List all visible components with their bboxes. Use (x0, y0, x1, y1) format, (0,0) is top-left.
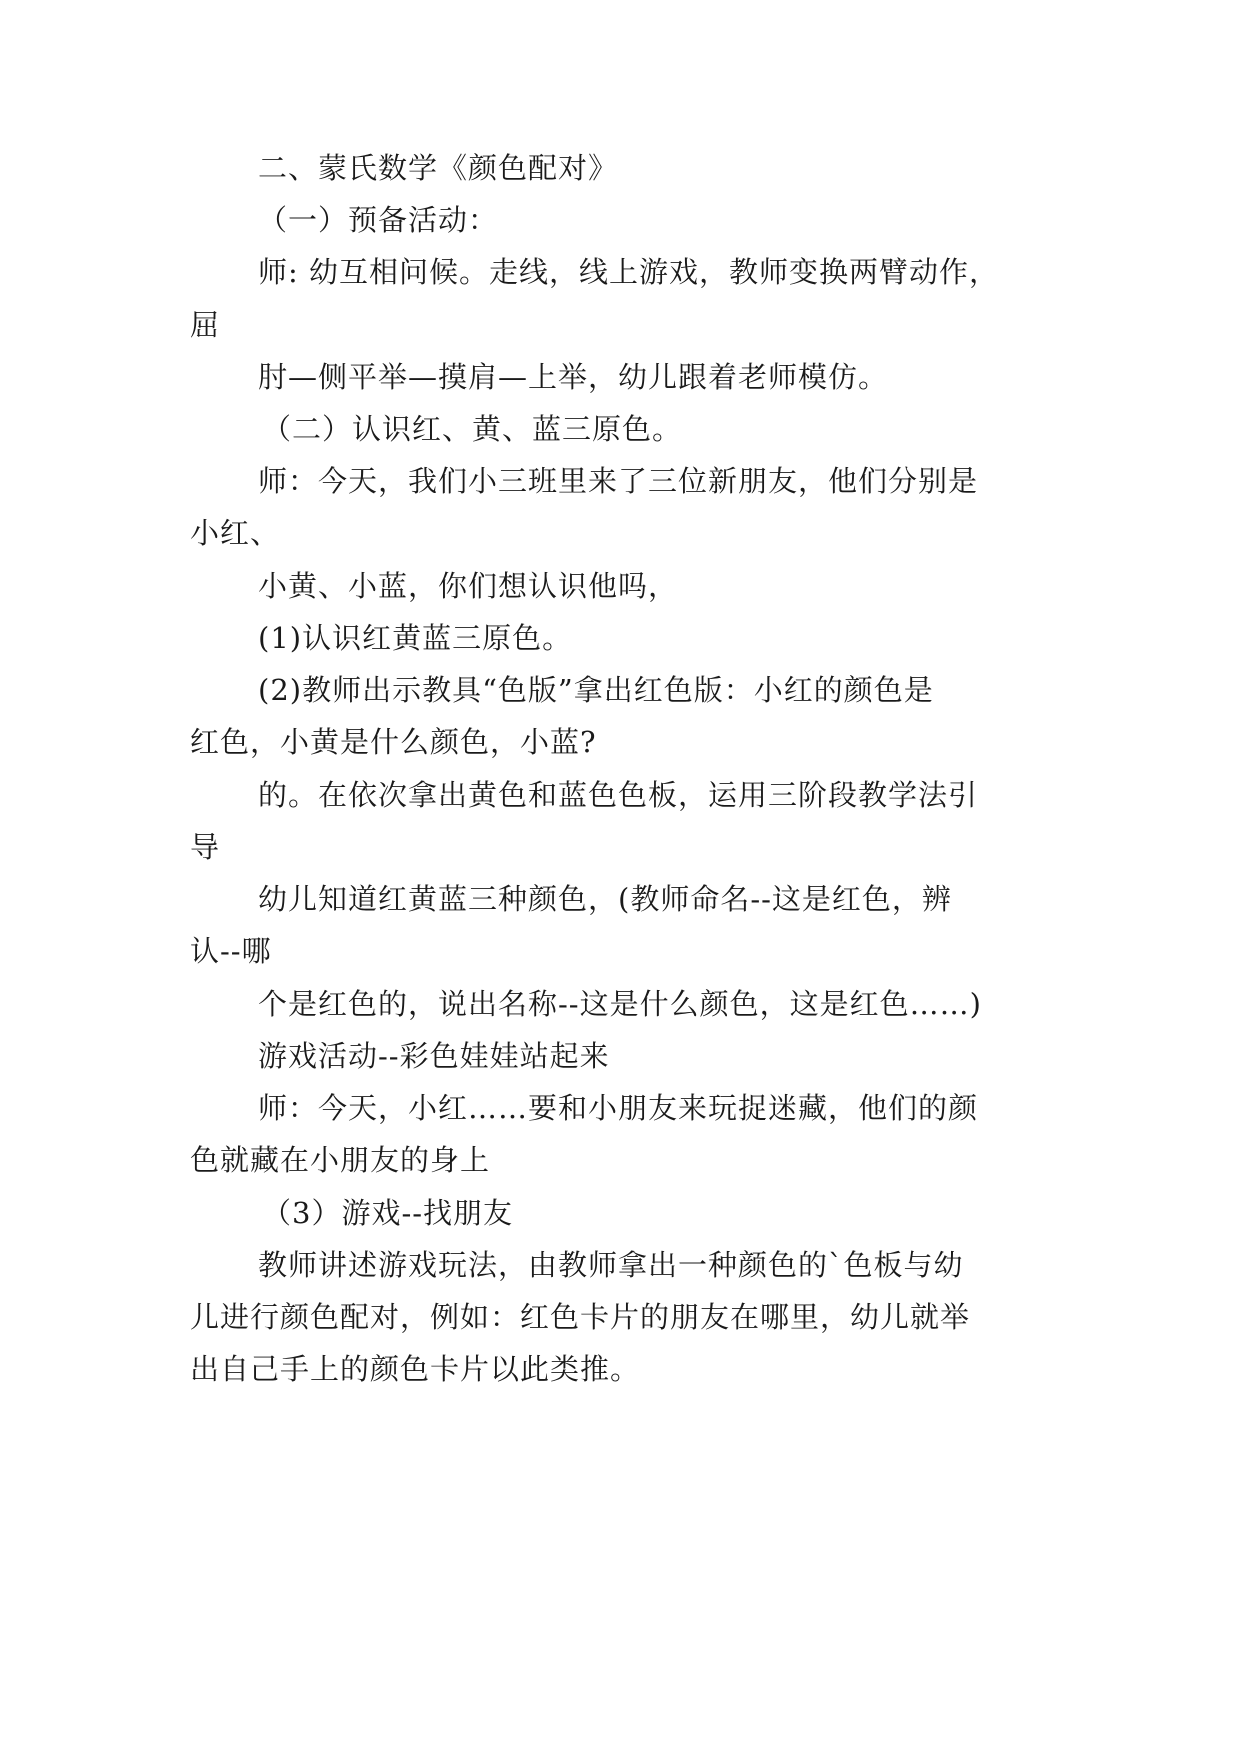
paragraph-line: 师：今天，小红……要和小朋友来玩捉迷藏，他们的颜 (258, 1091, 979, 1125)
paragraph-line: 教师讲述游戏玩法，由教师拿出一种颜色的`色板与幼 (258, 1248, 964, 1282)
list-item: （3）游戏--找朋友 (262, 1196, 514, 1230)
paragraph-line: 个是红色的，说出名称--这是什么颜色，这是红色……) (258, 987, 982, 1021)
paragraph-line: 小黄、小蓝，你们想认识他吗， (258, 569, 679, 603)
paragraph-line: 的。在依次拿出黄色和蓝色色板，运用三阶段教学法引 (258, 778, 979, 812)
paragraph-line: 小红、 (190, 516, 281, 550)
paragraph-line: 色就藏在小朋友的身上 (190, 1143, 491, 1177)
paragraph-line: 师：今天，我们小三班里来了三位新朋友，他们分别是 (258, 464, 979, 498)
paragraph-line: 认--哪 (190, 934, 272, 968)
activity-heading: 游戏活动--彩色娃娃站起来 (258, 1039, 610, 1073)
paragraph-line: 幼儿知道红黄蓝三种颜色，(教师命名--这是红色，辨 (258, 882, 952, 916)
paragraph-line: 出自己手上的颜色卡片以此类推。 (190, 1352, 641, 1386)
subheading-preparation: （一）预备活动： (258, 203, 499, 237)
paragraph-line: 师: 幼互相问候。走线，线上游戏，教师变换两臂动作， (258, 255, 999, 289)
list-item: (1)认识红黄蓝三原色。 (258, 621, 573, 655)
paragraph-line: 儿进行颜色配对，例如：红色卡片的朋友在哪里，幼儿就举 (190, 1300, 971, 1334)
section-heading: 二、蒙氏数学《颜色配对》 (258, 151, 619, 185)
list-item: (2)教师出示教具“色版”拿出红色版：小红的颜色是 (258, 673, 934, 707)
paragraph-line: 肘—侧平举—摸肩—上举，幼儿跟着老师模仿。 (258, 360, 889, 394)
paragraph-line: 红色，小黄是什么颜色，小蓝? (190, 725, 597, 759)
subheading-primary-colors: （二）认识红、黄、蓝三原色。 (262, 412, 683, 446)
paragraph-line: 导 (190, 830, 221, 864)
paragraph-line: 屈 (190, 308, 221, 342)
